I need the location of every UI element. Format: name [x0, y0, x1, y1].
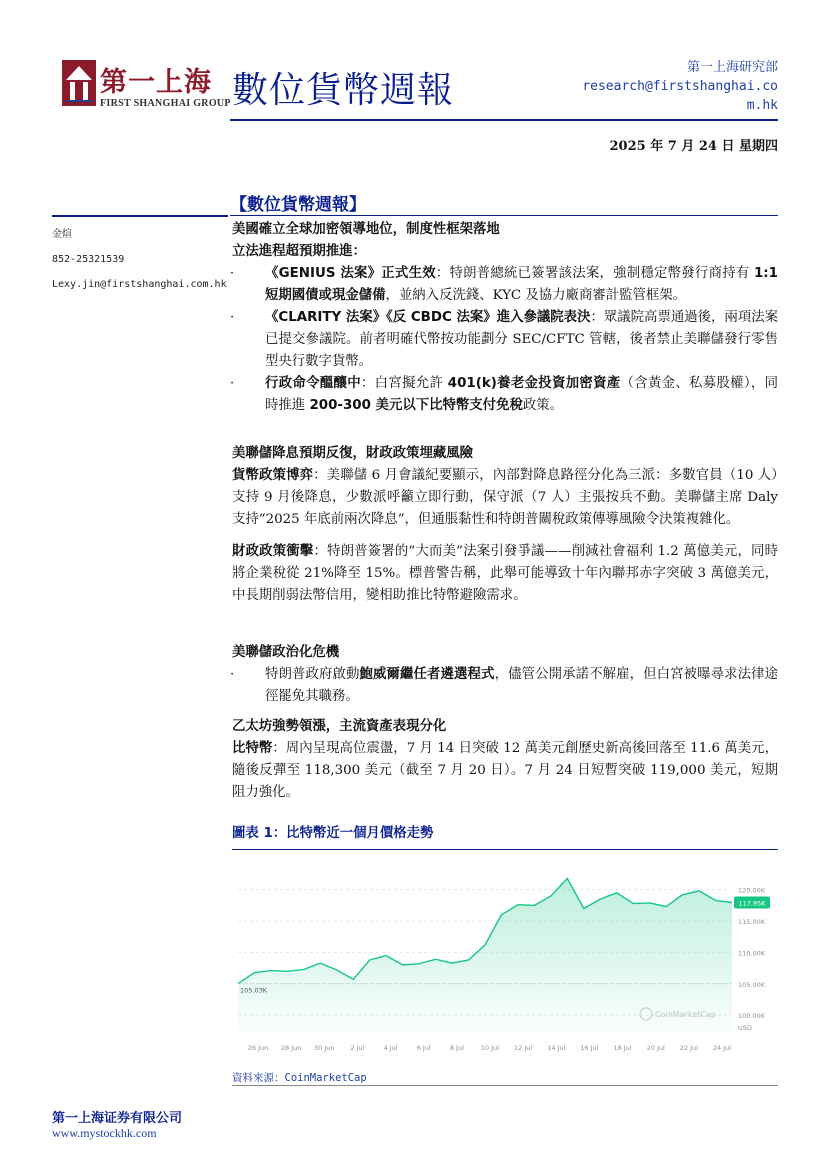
bullet-item	[232, 664, 778, 708]
bullet-bold: 1:1 短期國債或現金儲備	[265, 266, 778, 303]
footer-divider	[232, 1085, 778, 1086]
author-email[interactable]: Lexy.jin@firstshanghai.com.hk	[52, 279, 227, 290]
report-date: 2025 年 7 月 24 日 星期四	[609, 139, 778, 154]
section-fed	[232, 443, 778, 607]
department-name: 第一上海研究部	[686, 60, 778, 75]
logo-english-name: FIRST SHANGHAI GROUP	[100, 98, 231, 109]
bullet-item	[232, 307, 778, 373]
x-tick-label: 12 Jul	[514, 1044, 533, 1052]
section-heading: 美聯儲降息預期反復，財政政策埋藏風險	[232, 446, 474, 461]
current-price-label: 117.95K	[738, 899, 766, 908]
bullet-text: ：眾議院高票通過後，兩項法案已提交參議院。前者明確代幣按功能劃分 SEC/CFTC 管轄，後者禁止美聯儲發行零售型央行數字貨幣。	[265, 310, 779, 369]
section-heading: 美國確立全球加密領導地位，制度性框架落地	[232, 222, 500, 237]
bullet-text: 政策。	[522, 398, 564, 413]
report-title: 數位貨幣週報	[232, 70, 455, 111]
x-tick-label: 4 Jul	[383, 1044, 398, 1052]
x-tick-label: 18 Jul	[613, 1044, 632, 1052]
bullet-bold: 鮑威爾繼任者遴選程式	[359, 667, 495, 682]
paragraph	[232, 541, 778, 607]
bullet-bold: 《GENIUS 法案》正式生效	[265, 266, 436, 281]
paragraph-lead: 比特幣	[232, 741, 273, 756]
y-tick-label: 100.00K	[738, 1012, 766, 1021]
bullet-text: （含黃金、私募股權），同時推進	[265, 376, 778, 413]
bullet-text: ：白宮擬允許	[360, 376, 448, 391]
bullet-text: ，儘管公開承諾不解雇，但白宮被曝尋求法律途徑罷免其職務。	[265, 667, 779, 704]
figure-source: 資料來源：CoinMarketCap	[232, 1072, 367, 1084]
bullet-text: ：特朗普總統已簽署該法案，強制穩定幣發行商持有	[435, 266, 754, 281]
section-regulation	[232, 219, 778, 417]
y-tick-label: 110.00K	[738, 949, 766, 958]
bullet-dot-icon: ·	[230, 266, 235, 281]
x-tick-label: 10 Jul	[480, 1044, 500, 1052]
paragraph	[232, 738, 778, 804]
y-tick-label: 120.00K	[738, 886, 766, 895]
bullet-dot-icon: ·	[230, 310, 235, 325]
figure-title: 圖表 1：比特幣近一個月價格走勢	[232, 822, 778, 850]
paragraph-text: ：周內呈現高位震盪，7 月 14 日突破 12 萬美元創歷史新高後回落至 11.6 萬美元，隨後反彈至 118,300 美元（截至 7 月 20 日）。7 月 24 日短暫突破 119,000 美元，短期阻力強化。	[232, 741, 778, 800]
bullet-text: ，並納入反洗錢、KYC 及協力廠商審計監管框架。	[385, 288, 687, 303]
contact-email-line1[interactable]: research@firstshanghai.co	[582, 79, 778, 94]
x-tick-label: 28 Jun	[280, 1044, 302, 1052]
start-price-label: 105.03K	[240, 986, 268, 995]
paragraph	[232, 465, 778, 531]
x-tick-label: 30 Jun	[314, 1044, 335, 1052]
section-heading: 美聯儲政治化危機	[232, 645, 340, 660]
author-name: 金煊	[52, 229, 72, 240]
bullet-dot-icon: ·	[230, 376, 235, 391]
bullet-text: 特朗普政府啟動	[265, 667, 360, 682]
paragraph-lead: 貨幣政策博弈	[232, 468, 314, 483]
bullet-bold: 行政命令醞釀中	[265, 376, 361, 391]
y-tick-label: 115.00K	[738, 918, 766, 927]
bitcoin-price-chart	[232, 866, 778, 1056]
bullet-dot-icon: ·	[230, 667, 235, 682]
x-tick-label: 6 Jul	[416, 1044, 431, 1052]
bullet-item	[232, 263, 778, 307]
paragraph-text: ：美聯儲 6 月會議紀要顯示，內部對降息路徑分化為三派：多數官員（10 人）支持 9 月後降息，少數派呼籲立即行動，保守派（7 人）主張按兵不動。美聯儲主席 Daly 支持“2025 年底前兩次降息”，但通脹黏性和特朗普關稅政策傳導風險令決策複雜化。	[232, 468, 778, 527]
x-tick-label: 14 Jul	[547, 1044, 566, 1052]
footer-company: 第一上海证券有限公司	[52, 1111, 183, 1126]
section-heading: 乙太坊強勢領漲，主流資產表現分化	[232, 719, 447, 734]
main-divider	[230, 215, 778, 216]
watermark-text: CoinMarketCap	[655, 1010, 716, 1019]
paragraph-text: ：特朗普簽署的“大而美”法案引發爭議——削減社會福利 1.2 萬億美元，同時將企業稅從 21%降至 15%。標普警告稱，此舉可能導致十年內聯邦赤字突破 3 萬億美元，中長期削弱法幣信用，變相助推比特幣避險需求。	[232, 544, 779, 603]
header-contact	[578, 58, 778, 115]
y-tick-label: 105.00K	[738, 980, 766, 989]
x-tick-label: 26 Jun	[247, 1044, 269, 1052]
bullet-bold: 200-300 美元以下比特幣支付免稅	[309, 398, 523, 413]
x-tick-label: 8 Jul	[449, 1044, 464, 1052]
bullet-bold: 401(k)養老金投資加密資產	[447, 376, 621, 391]
x-tick-label: 24 Jul	[712, 1044, 732, 1052]
logo-mark-icon	[62, 60, 96, 106]
x-tick-label: 2 Jul	[350, 1044, 365, 1052]
logo-chinese-name: 第一上海	[100, 67, 212, 98]
x-tick-label: 16 Jul	[580, 1044, 599, 1052]
x-tick-label: 20 Jul	[646, 1044, 665, 1052]
section-politics	[232, 642, 778, 708]
author-panel	[52, 222, 227, 297]
paragraph-lead: 財政政策衝擊	[232, 544, 314, 559]
bullet-item	[232, 373, 778, 417]
section-tag: 【數位貨幣週報】	[230, 195, 366, 215]
author-phone: 852-25321539	[52, 254, 125, 265]
header-divider	[230, 119, 778, 121]
subheading: 立法進程超預期推進：	[232, 244, 366, 259]
section-market	[232, 716, 778, 804]
sidebar-divider	[52, 215, 228, 217]
bullet-bold: 《CLARITY 法案》《反 CBDC 法案》進入參議院表決	[265, 310, 591, 325]
currency-label: USD	[738, 1024, 752, 1032]
footer-website[interactable]: www.mystockhk.com	[52, 1126, 157, 1140]
company-logo	[62, 60, 231, 118]
contact-email-line2[interactable]: m.hk	[746, 98, 778, 113]
x-tick-label: 22 Jul	[679, 1044, 698, 1052]
